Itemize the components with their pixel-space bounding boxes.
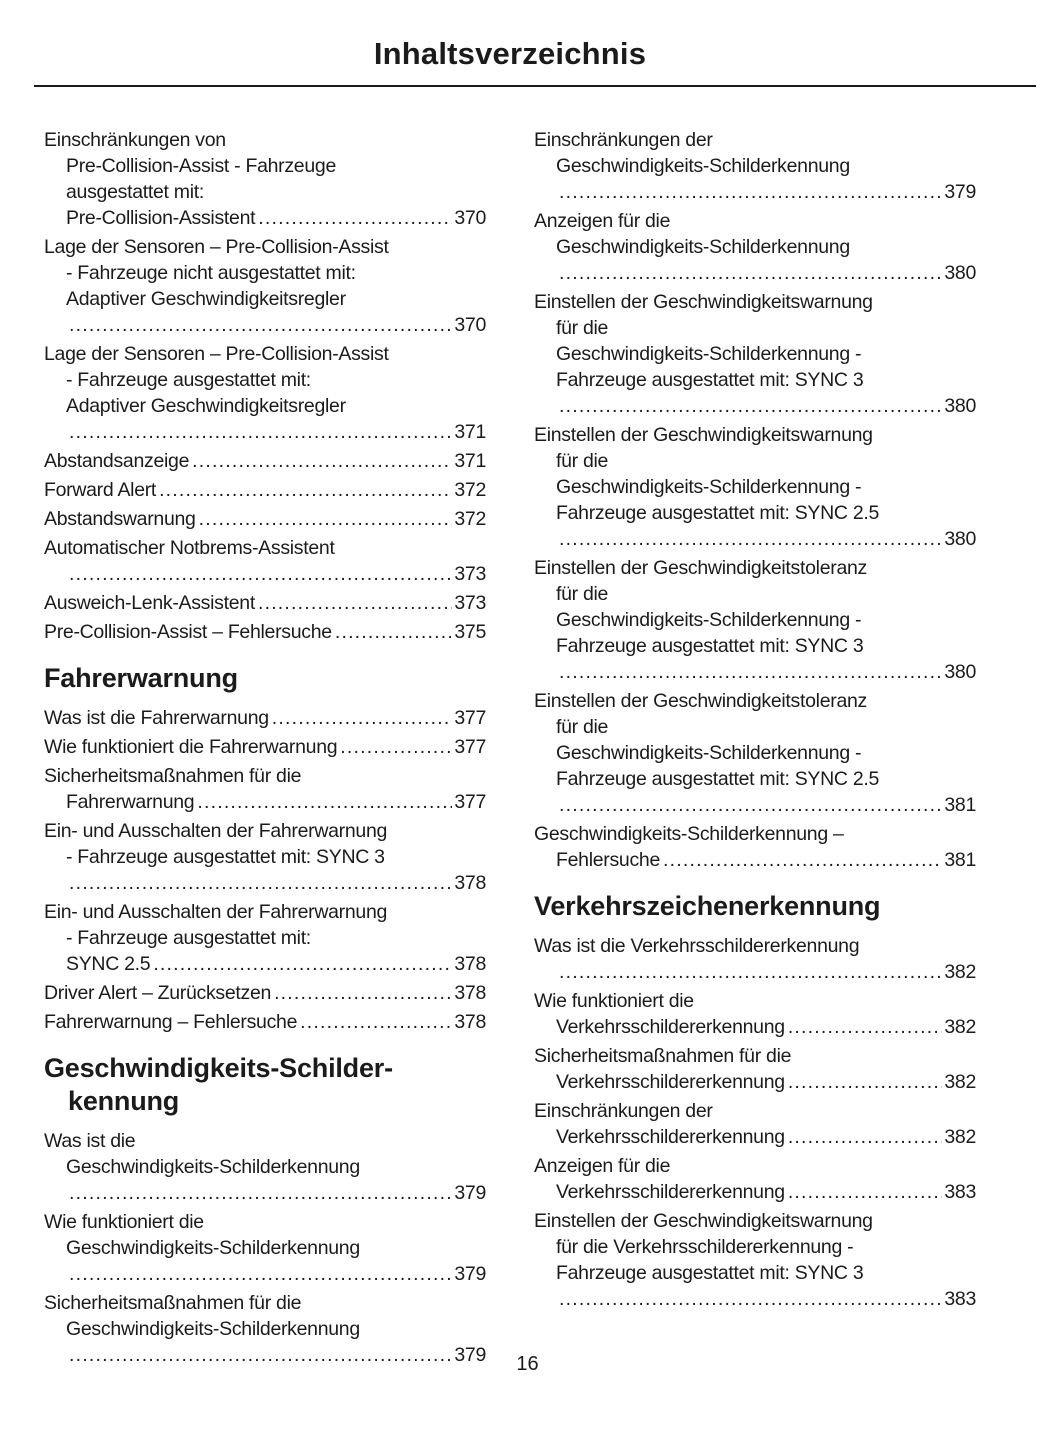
- toc-entry-line: - Fahrzeuge ausgestattet mit:: [66, 369, 311, 391]
- toc-entry: [534, 422, 976, 552]
- toc-column-right: [534, 127, 976, 1371]
- toc-entry-text: Fehlersuche: [556, 849, 661, 871]
- page-header: [44, 36, 976, 87]
- toc-leader-row: [534, 1014, 976, 1040]
- toc-entry: [44, 448, 486, 474]
- toc-entry: [534, 821, 976, 873]
- toc-entry-line: - Fahrzeuge ausgestattet mit: SYNC 3: [66, 846, 385, 868]
- toc-entry: [44, 1009, 486, 1035]
- dot-leader: [335, 619, 453, 645]
- toc-entry: [534, 555, 976, 685]
- dot-leader: [788, 1179, 943, 1205]
- toc-entry: [44, 477, 486, 503]
- toc-entry-line: Geschwindigkeits-Schilderkennung: [556, 155, 850, 177]
- toc-entry-line: - Fahrzeuge ausgestattet mit:: [66, 927, 311, 949]
- toc-entry-line: Einstellen der Geschwindigkeitswarnung: [534, 1210, 873, 1232]
- toc-leader-row: [44, 705, 486, 731]
- toc-leader-row: [44, 951, 486, 977]
- dot-leader: [788, 1069, 943, 1095]
- toc-entry-line: Wie funktioniert die: [534, 990, 694, 1012]
- toc-page-number: 370: [454, 314, 486, 336]
- toc-entry-line: Sicherheitsmaßnahmen für die: [44, 1292, 302, 1314]
- dot-leader: [559, 1286, 942, 1312]
- toc-page-number: 380: [944, 661, 976, 683]
- dot-leader: [69, 1261, 452, 1287]
- toc-leader-row: [44, 419, 486, 445]
- toc-leader-row: [44, 980, 486, 1006]
- toc-entry-line: Ein- und Ausschalten der Fahrerwarnung: [44, 820, 388, 842]
- toc-entry: [534, 1208, 976, 1312]
- toc-entry: [44, 619, 486, 645]
- toc-entry: [44, 1209, 486, 1287]
- toc-page-number: 382: [944, 1016, 976, 1038]
- toc-entry: [44, 341, 486, 445]
- toc-leader-row: [534, 260, 976, 286]
- toc-leader-row: [534, 1286, 976, 1312]
- toc-entry-text: Verkehrsschildererkennung: [556, 1181, 785, 1203]
- toc-leader-row: [534, 526, 976, 552]
- section-heading: [44, 1052, 486, 1118]
- dot-leader: [69, 561, 452, 587]
- toc-entry-text: Ausweich-Lenk-Assistent: [44, 592, 255, 614]
- toc-page-number: 378: [454, 982, 486, 1004]
- toc-entry-line: Lage der Sensoren – Pre-Collision-Assist: [44, 343, 389, 365]
- dot-leader: [153, 951, 452, 977]
- toc-entry-line: Sicherheitsmaßnahmen für die: [534, 1045, 792, 1067]
- toc-page-number: 370: [454, 207, 486, 229]
- toc-leader-row: [44, 448, 486, 474]
- dot-leader: [559, 792, 942, 818]
- toc-leader-row: [44, 1009, 486, 1035]
- dot-leader: [69, 312, 452, 338]
- toc-page-number: 377: [454, 707, 486, 729]
- toc-entry-text: Driver Alert – Zurücksetzen: [44, 982, 272, 1004]
- toc-entry-line: Geschwindigkeits-Schilderkennung: [66, 1156, 360, 1178]
- toc-leader-row: [44, 506, 486, 532]
- toc-entry: [44, 763, 486, 815]
- section-heading-line: Verkehrszeichenerkennung: [534, 891, 881, 921]
- toc-leader-row: [534, 393, 976, 419]
- toc-entry-line: Ein- und Ausschalten der Fahrerwarnung: [44, 901, 388, 923]
- toc-leader-row: [44, 590, 486, 616]
- toc-leader-row: [534, 1069, 976, 1095]
- toc-entry-line: Fahrzeuge ausgestattet mit: SYNC 3: [556, 635, 864, 657]
- toc-leader-row: [44, 789, 486, 815]
- toc-page-number: 379: [454, 1182, 486, 1204]
- toc-entry-line: für die Verkehrsschildererkennung -: [556, 1236, 854, 1258]
- dot-leader: [559, 526, 942, 552]
- page-number: 16: [516, 1353, 539, 1375]
- toc-leader-row: [44, 312, 486, 338]
- toc-entry: [44, 590, 486, 616]
- toc-page-number: 375: [454, 621, 486, 643]
- toc-page-number: 373: [454, 592, 486, 614]
- toc-page-number: 382: [944, 1071, 976, 1093]
- toc-entry: [44, 734, 486, 760]
- toc-page-number: 379: [454, 1263, 486, 1285]
- toc-leader-row: [534, 792, 976, 818]
- toc-page-number: 380: [944, 262, 976, 284]
- toc-leader-row: [534, 1179, 976, 1205]
- toc-leader-row: [44, 734, 486, 760]
- dot-leader: [559, 260, 942, 286]
- toc-entry-line: Wie funktioniert die: [44, 1211, 204, 1233]
- toc-entry: [534, 1153, 976, 1205]
- toc-leader-row: [44, 1180, 486, 1206]
- dot-leader: [272, 705, 453, 731]
- dot-leader: [559, 179, 942, 205]
- toc-page-number: 378: [454, 872, 486, 894]
- toc-entry-line: Anzeigen für die: [534, 210, 671, 232]
- toc-entry: [44, 535, 486, 587]
- toc-entry: [534, 988, 976, 1040]
- toc-entry: [44, 1128, 486, 1206]
- toc-entry-line: Geschwindigkeits-Schilderkennung: [66, 1318, 360, 1340]
- toc-entry-line: Lage der Sensoren – Pre-Collision-Assist: [44, 236, 389, 258]
- toc-entry-line: - Fahrzeuge nicht ausgestattet mit:: [66, 262, 356, 284]
- toc-page-number: 378: [454, 953, 486, 975]
- toc-page-number: 383: [944, 1181, 976, 1203]
- toc-page-number: 382: [944, 961, 976, 983]
- dot-leader: [192, 448, 452, 474]
- toc-entry-line: Adaptiver Geschwindigkeitsregler: [66, 395, 346, 417]
- toc-entry-line: Sicherheitsmaßnahmen für die: [44, 765, 302, 787]
- toc-entry: [44, 234, 486, 338]
- toc-entry-line: Was ist die: [44, 1130, 136, 1152]
- toc-entry-text: Abstandswarnung: [44, 508, 196, 530]
- dot-leader: [340, 734, 452, 760]
- toc-leader-row: [44, 870, 486, 896]
- toc-entry-line: für die: [556, 450, 609, 472]
- toc-entry: [44, 506, 486, 532]
- toc-entry-line: Einschränkungen der: [534, 1100, 713, 1122]
- toc-entry: [534, 933, 976, 985]
- toc-leader-row: [534, 847, 976, 873]
- toc-entry-text: Fahrerwarnung: [66, 791, 195, 813]
- toc-column-left: [44, 127, 486, 1371]
- toc-entry-text: Was ist die Fahrerwarnung: [44, 707, 269, 729]
- toc-page-number: 380: [944, 395, 976, 417]
- toc-entry-line: Einschränkungen von: [44, 129, 226, 151]
- toc-entry: [534, 208, 976, 286]
- toc-page-number: 373: [454, 563, 486, 585]
- toc-entry-line: Fahrzeuge ausgestattet mit: SYNC 3: [556, 1262, 864, 1284]
- dot-leader: [69, 1180, 452, 1206]
- dot-leader: [258, 590, 452, 616]
- dot-leader: [197, 789, 452, 815]
- toc-leader-row: [44, 619, 486, 645]
- dot-leader: [559, 659, 942, 685]
- toc-entry: [44, 705, 486, 731]
- toc-entry: [534, 289, 976, 419]
- toc-entry: [44, 818, 486, 896]
- toc-leader-row: [44, 205, 486, 231]
- toc-entry-line: Fahrzeuge ausgestattet mit: SYNC 2.5: [556, 502, 880, 524]
- toc-page-number: 383: [944, 1288, 976, 1310]
- dot-leader: [274, 980, 452, 1006]
- toc-page-number: 382: [944, 1126, 976, 1148]
- toc-entry-line: Einstellen der Geschwindigkeitswarnung: [534, 291, 873, 313]
- toc-entry-text: Pre-Collision-Assist – Fehlersuche: [44, 621, 332, 643]
- toc-entry-line: Einschränkungen der: [534, 129, 713, 151]
- toc-page-number: 371: [454, 450, 486, 472]
- toc-leader-row: [534, 959, 976, 985]
- toc-entry: [534, 127, 976, 205]
- dot-leader: [559, 393, 942, 419]
- toc-entry-line: für die: [556, 716, 609, 738]
- toc-page-number: 377: [454, 736, 486, 758]
- toc-leader-row: [534, 1124, 976, 1150]
- toc-entry: [534, 1098, 976, 1150]
- title-divider: [34, 85, 1036, 87]
- toc-entry: [534, 688, 976, 818]
- dot-leader: [559, 959, 942, 985]
- toc-entry-line: Geschwindigkeits-Schilderkennung -: [556, 343, 862, 365]
- toc-page-number: 379: [944, 181, 976, 203]
- dot-leader: [199, 506, 453, 532]
- section-heading-line: Geschwindigkeits-Schilder-: [44, 1053, 393, 1083]
- toc-entry-text: Forward Alert: [44, 479, 157, 501]
- toc-leader-row: [534, 179, 976, 205]
- toc-entry-text: Wie funktioniert die Fahrerwarnung: [44, 736, 338, 758]
- toc-entry-text: Fahrerwarnung – Fehlersuche: [44, 1011, 298, 1033]
- toc-entry-text: Verkehrsschildererkennung: [556, 1071, 785, 1093]
- toc-page-number: 381: [944, 794, 976, 816]
- toc-leader-row: [44, 477, 486, 503]
- toc-entry-line: Adaptiver Geschwindigkeitsregler: [66, 288, 346, 310]
- toc-entry: [44, 127, 486, 231]
- toc-entry-line: Geschwindigkeits-Schilderkennung: [66, 1237, 360, 1259]
- toc-entry-line: Geschwindigkeits-Schilderkennung: [556, 236, 850, 258]
- dot-leader: [300, 1009, 452, 1035]
- toc-entry-text: Abstandsanzeige: [44, 450, 190, 472]
- toc-entry-line: Pre-Collision-Assist - Fahrzeuge: [66, 155, 336, 177]
- dot-leader: [663, 847, 942, 873]
- toc-entry-line: für die: [556, 583, 609, 605]
- dot-leader: [69, 870, 452, 896]
- toc-columns: [44, 127, 976, 1371]
- toc-entry-text: Pre-Collision-Assistent: [66, 207, 256, 229]
- section-heading-line: Fahrerwarnung: [44, 663, 238, 693]
- toc-entry-text: Verkehrsschildererkennung: [556, 1016, 785, 1038]
- toc-entry: [534, 1043, 976, 1095]
- page-title: Inhaltsverzeichnis: [373, 36, 647, 71]
- toc-entry-line: ausgestattet mit:: [66, 181, 204, 203]
- section-heading: [44, 662, 486, 695]
- toc-page-number: 371: [454, 421, 486, 443]
- toc-entry-line: Geschwindigkeits-Schilderkennung –: [534, 823, 844, 845]
- section-heading-line: kennung: [68, 1086, 180, 1116]
- toc-entry-text: Verkehrsschildererkennung: [556, 1126, 785, 1148]
- toc-entry-line: Einstellen der Geschwindigkeitstoleranz: [534, 557, 867, 579]
- toc-entry-text: SYNC 2.5: [66, 953, 151, 975]
- toc-entry-line: Was ist die Verkehrsschildererkennung: [534, 935, 860, 957]
- toc-entry-line: Automatischer Notbrems-Assistent: [44, 537, 335, 559]
- toc-entry: [44, 980, 486, 1006]
- toc-entry-line: Fahrzeuge ausgestattet mit: SYNC 2.5: [556, 768, 880, 790]
- toc-entry-line: Geschwindigkeits-Schilderkennung -: [556, 742, 862, 764]
- toc-entry-line: für die: [556, 317, 609, 339]
- toc-page-number: 377: [454, 791, 486, 813]
- toc-page-number: 372: [454, 479, 486, 501]
- toc-page-number: 372: [454, 508, 486, 530]
- toc-leader-row: [44, 561, 486, 587]
- toc-leader-row: [534, 659, 976, 685]
- dot-leader: [258, 205, 452, 231]
- dot-leader: [159, 477, 452, 503]
- toc-page-number: 381: [944, 849, 976, 871]
- dot-leader: [69, 419, 452, 445]
- toc-entry-line: Geschwindigkeits-Schilderkennung -: [556, 609, 862, 631]
- toc-page-number: 379: [454, 1344, 486, 1366]
- toc-entry-line: Einstellen der Geschwindigkeitswarnung: [534, 424, 873, 446]
- toc-page-number: 378: [454, 1011, 486, 1033]
- dot-leader: [788, 1124, 943, 1150]
- dot-leader: [788, 1014, 943, 1040]
- toc-entry-line: Anzeigen für die: [534, 1155, 671, 1177]
- toc-entry-line: Geschwindigkeits-Schilderkennung -: [556, 476, 862, 498]
- section-heading: [534, 890, 976, 923]
- toc-page-number: 380: [944, 528, 976, 550]
- toc-leader-row: [44, 1261, 486, 1287]
- toc-entry: [44, 899, 486, 977]
- toc-entry-line: Fahrzeuge ausgestattet mit: SYNC 3: [556, 369, 864, 391]
- toc-entry-line: Einstellen der Geschwindigkeitstoleranz: [534, 690, 867, 712]
